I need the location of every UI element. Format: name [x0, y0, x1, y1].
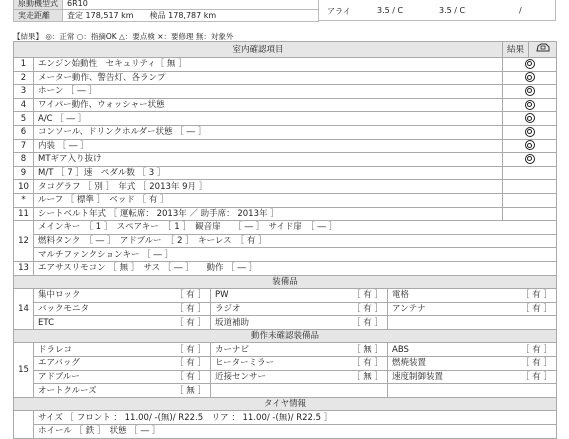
equip-label: 坂道補助 — [215, 317, 250, 328]
table-row — [14, 180, 557, 194]
equip-cell — [34, 316, 211, 330]
item-result — [503, 153, 557, 167]
row13-text: エアサスリモコン ［ 無 ］ サス ［ ― ］ 動作 ［ ― ］ — [34, 261, 557, 275]
item-number: 7 — [14, 139, 34, 153]
result-header: 結果 — [503, 42, 529, 58]
item-text: エンジン始動性 セキュリティ［ 無 ］ — [34, 58, 503, 72]
table-row — [14, 98, 557, 112]
unconfirmed-cell — [211, 370, 388, 384]
item-number: 14 — [14, 289, 34, 330]
item-result — [503, 125, 557, 139]
equip-value: ［ 有 ］ — [175, 344, 206, 355]
equip-cell — [211, 302, 388, 316]
item-text: A/C ［ ― ］ — [34, 112, 503, 126]
table-row — [14, 275, 557, 289]
ok-mark-icon — [525, 100, 535, 110]
unconfirmed-cell — [388, 370, 557, 384]
item-number — [14, 411, 34, 438]
equip-value: ［ 有 ］ — [175, 358, 206, 369]
equip-label: 集中ロック — [38, 290, 81, 301]
unconfirmed-cell — [34, 343, 211, 357]
brake-value-1: 3.5 / C — [377, 6, 404, 15]
ok-mark-icon — [525, 59, 535, 69]
equip-value: ［ 有 ］ — [352, 303, 383, 314]
item-text: M/T ［ 7 ］速 ペダル数 ［ 3 ］ — [34, 166, 503, 180]
table-row — [14, 289, 557, 303]
ok-mark-icon — [525, 154, 535, 164]
table-row — [14, 411, 557, 425]
item-result — [503, 193, 557, 207]
tire-wheel: ホイール ［ 鉄 ］ 状態 ［ ― ］ — [34, 425, 557, 439]
equip-value: ［ 有 ］ — [521, 290, 553, 301]
equip-label: エアバッグ — [38, 358, 80, 369]
distance-label: 実走距離 — [14, 10, 63, 22]
equip-value: ［ 有 ］ — [175, 290, 206, 301]
brake-info — [319, 0, 556, 21]
item-number: 5 — [14, 112, 34, 126]
table-row — [14, 343, 557, 357]
brake-value-2: 3.5 / C — [439, 6, 466, 15]
item-number: 6 — [14, 125, 34, 139]
equip-label: ETC — [38, 317, 54, 328]
equip-value: ［ 無 ］ — [352, 371, 383, 382]
item-number: 2 — [14, 71, 34, 85]
item-result — [503, 71, 557, 85]
unconfirmed-cell — [211, 384, 388, 398]
table-row — [14, 248, 557, 262]
equip-cell — [211, 289, 388, 303]
table-row — [14, 384, 557, 398]
vehicle-info — [13, 0, 319, 22]
table-row — [14, 58, 557, 72]
equip-label: ヒーターミラー — [215, 358, 275, 369]
equip-cell — [34, 289, 211, 303]
item-result — [503, 98, 557, 112]
tire-size: サイズ ［ フロント ： 11.00/ -(無)/ R22.5 リア ： 11.00/ -(無)/ R22.5 ］ — [34, 411, 557, 425]
item-number: 13 — [14, 261, 34, 275]
item-number: 1 — [14, 58, 34, 72]
item-result — [503, 139, 557, 153]
equip-label: アンテナ — [392, 303, 426, 314]
equip-label: ドラレコ — [38, 344, 73, 355]
item-number: 11 — [14, 207, 34, 221]
table-row — [14, 397, 557, 411]
row12-line2: 燃料タンク ［ ― ］ アドブルー ［ 2 ］ キーレス ［ 有 ］ — [34, 234, 557, 248]
equip-cell — [388, 302, 557, 316]
item-text: ホーン ［ ― ］ — [34, 85, 503, 99]
equip-value: ［ 有 ］ — [521, 344, 553, 355]
table-row — [14, 125, 557, 139]
equip-value: ［ 有 ］ — [175, 303, 206, 314]
equip-label: カーナビ — [215, 344, 250, 355]
result-legend: 【結果】 ◎：正常 ○：指摘OK △：要点検 ×：要修理 無：対象外 — [13, 32, 234, 41]
equip-cell — [34, 302, 211, 316]
equip-label: ラジオ — [215, 303, 241, 314]
distance-value: 査定 178,517 km 検品 178,787 km — [63, 10, 319, 22]
equip-value: ［ 有 ］ — [352, 317, 383, 328]
unconfirmed-cell — [388, 357, 557, 371]
unconfirmed-cell — [34, 357, 211, 371]
row12-line3: マルチファンクションキー ［ ― ］ — [34, 248, 557, 262]
table-row — [14, 234, 557, 248]
unconfirmed-cell — [211, 357, 388, 371]
equip-value: ［ 無 ］ — [352, 344, 383, 355]
table-row — [14, 153, 557, 167]
table-row — [14, 71, 557, 85]
equip-label: 電格 — [392, 290, 410, 301]
unconfirmed-cell — [34, 384, 211, 398]
equip-value: ［ 有 ］ — [352, 290, 383, 301]
equip-label: アドブルー — [38, 371, 80, 382]
item-number: 10 — [14, 180, 34, 194]
table-row — [14, 370, 557, 384]
item-text: 内装 ［ ― ］ — [34, 139, 503, 153]
item-result — [503, 166, 557, 180]
table-row — [14, 207, 557, 221]
ok-mark-icon — [525, 86, 535, 96]
item-text: シートベルト年式 ［ 運転席： 2013年 ／ 助手席： 2013年 ］ — [34, 207, 503, 221]
table-row — [14, 193, 557, 207]
item-text: ワイパー動作、ウォッシャー状態 — [34, 98, 503, 112]
ok-mark-icon — [525, 127, 535, 137]
equip-value: ［ 無 ］ — [175, 385, 206, 396]
engine-value: 6R10 — [63, 0, 319, 10]
item-text: ルーフ ［ 標準 ］ ベッド ［ 有 ］ — [34, 193, 503, 207]
item-number: 12 — [14, 221, 34, 262]
item-number: 8 — [14, 153, 34, 167]
equip-value: ［ 有 ］ — [175, 371, 206, 382]
table-row — [14, 112, 557, 126]
table-row — [14, 302, 557, 316]
equip-value: ［ 有 ］ — [521, 371, 553, 382]
table-row — [14, 221, 557, 235]
equip-cell — [388, 316, 557, 330]
table-row — [14, 329, 557, 343]
item-text: タコグラフ ［ 別 ］ 年式 ［ 2013年 9月 ］ — [34, 180, 503, 194]
item-number: 15 — [14, 343, 34, 397]
equip-label: ABS — [392, 344, 409, 355]
item-text: コンソール、ドリンクホルダー状態 ［ ― ］ — [34, 125, 503, 139]
row12-line1: メインキー ［ 1 ］ スペアキー ［ 1 ］ 観音扉 ［ ― ］ サイド扉 ［ ― ］ — [34, 221, 557, 235]
equip-value: ［ 有 ］ — [521, 303, 553, 314]
item-result — [503, 58, 557, 72]
item-number: * — [14, 193, 34, 207]
item-result — [503, 180, 557, 194]
ok-mark-icon — [525, 140, 535, 150]
car-seat-icon — [529, 42, 557, 58]
tire-title: タイヤ情報 — [14, 397, 557, 411]
equip-label: オートクルーズ — [38, 385, 97, 396]
unconfirmed-title: 動作未確認装備品 — [14, 329, 557, 343]
equip-label: 近接センサー — [215, 371, 267, 382]
item-result — [503, 85, 557, 99]
brake-value-3: / — [519, 6, 522, 15]
table-row — [14, 42, 557, 58]
unconfirmed-cell — [34, 370, 211, 384]
ok-mark-icon — [525, 72, 535, 82]
item-result — [503, 207, 557, 221]
equip-cell — [211, 316, 388, 330]
unconfirmed-cell — [388, 384, 557, 398]
item-text: MTギア入り抜け — [34, 153, 503, 167]
equip-value: ［ 有 ］ — [521, 358, 553, 369]
equip-title: 装備品 — [14, 275, 557, 289]
table-row — [14, 166, 557, 180]
unconfirmed-cell — [388, 343, 557, 357]
table-row — [14, 357, 557, 371]
table-row — [14, 139, 557, 153]
inspection-table — [13, 41, 557, 439]
equip-label: 速度制御装置 — [392, 371, 444, 382]
equip-value: ［ 有 ］ — [175, 317, 206, 328]
equip-label: PW — [215, 290, 229, 301]
item-result — [503, 112, 557, 126]
equip-value: ［ 有 ］ — [352, 358, 383, 369]
item-number: 3 — [14, 85, 34, 99]
equip-label: 燃焼装置 — [392, 358, 427, 369]
header — [0, 0, 569, 24]
table-row — [14, 425, 557, 439]
equip-cell — [388, 289, 557, 303]
section-title: 室内確認項目 — [14, 42, 503, 58]
item-text: メーター動作、警告灯、各ランプ — [34, 71, 503, 85]
table-row — [14, 261, 557, 275]
equip-label: バックモニタ — [38, 303, 90, 314]
brake-label: アライ — [327, 7, 351, 16]
engine-label: 原動機型式 — [14, 0, 63, 10]
item-number: 4 — [14, 98, 34, 112]
table-row — [14, 85, 557, 99]
ok-mark-icon — [525, 113, 535, 123]
unconfirmed-cell — [211, 343, 388, 357]
table-row — [14, 316, 557, 330]
item-number: 9 — [14, 166, 34, 180]
